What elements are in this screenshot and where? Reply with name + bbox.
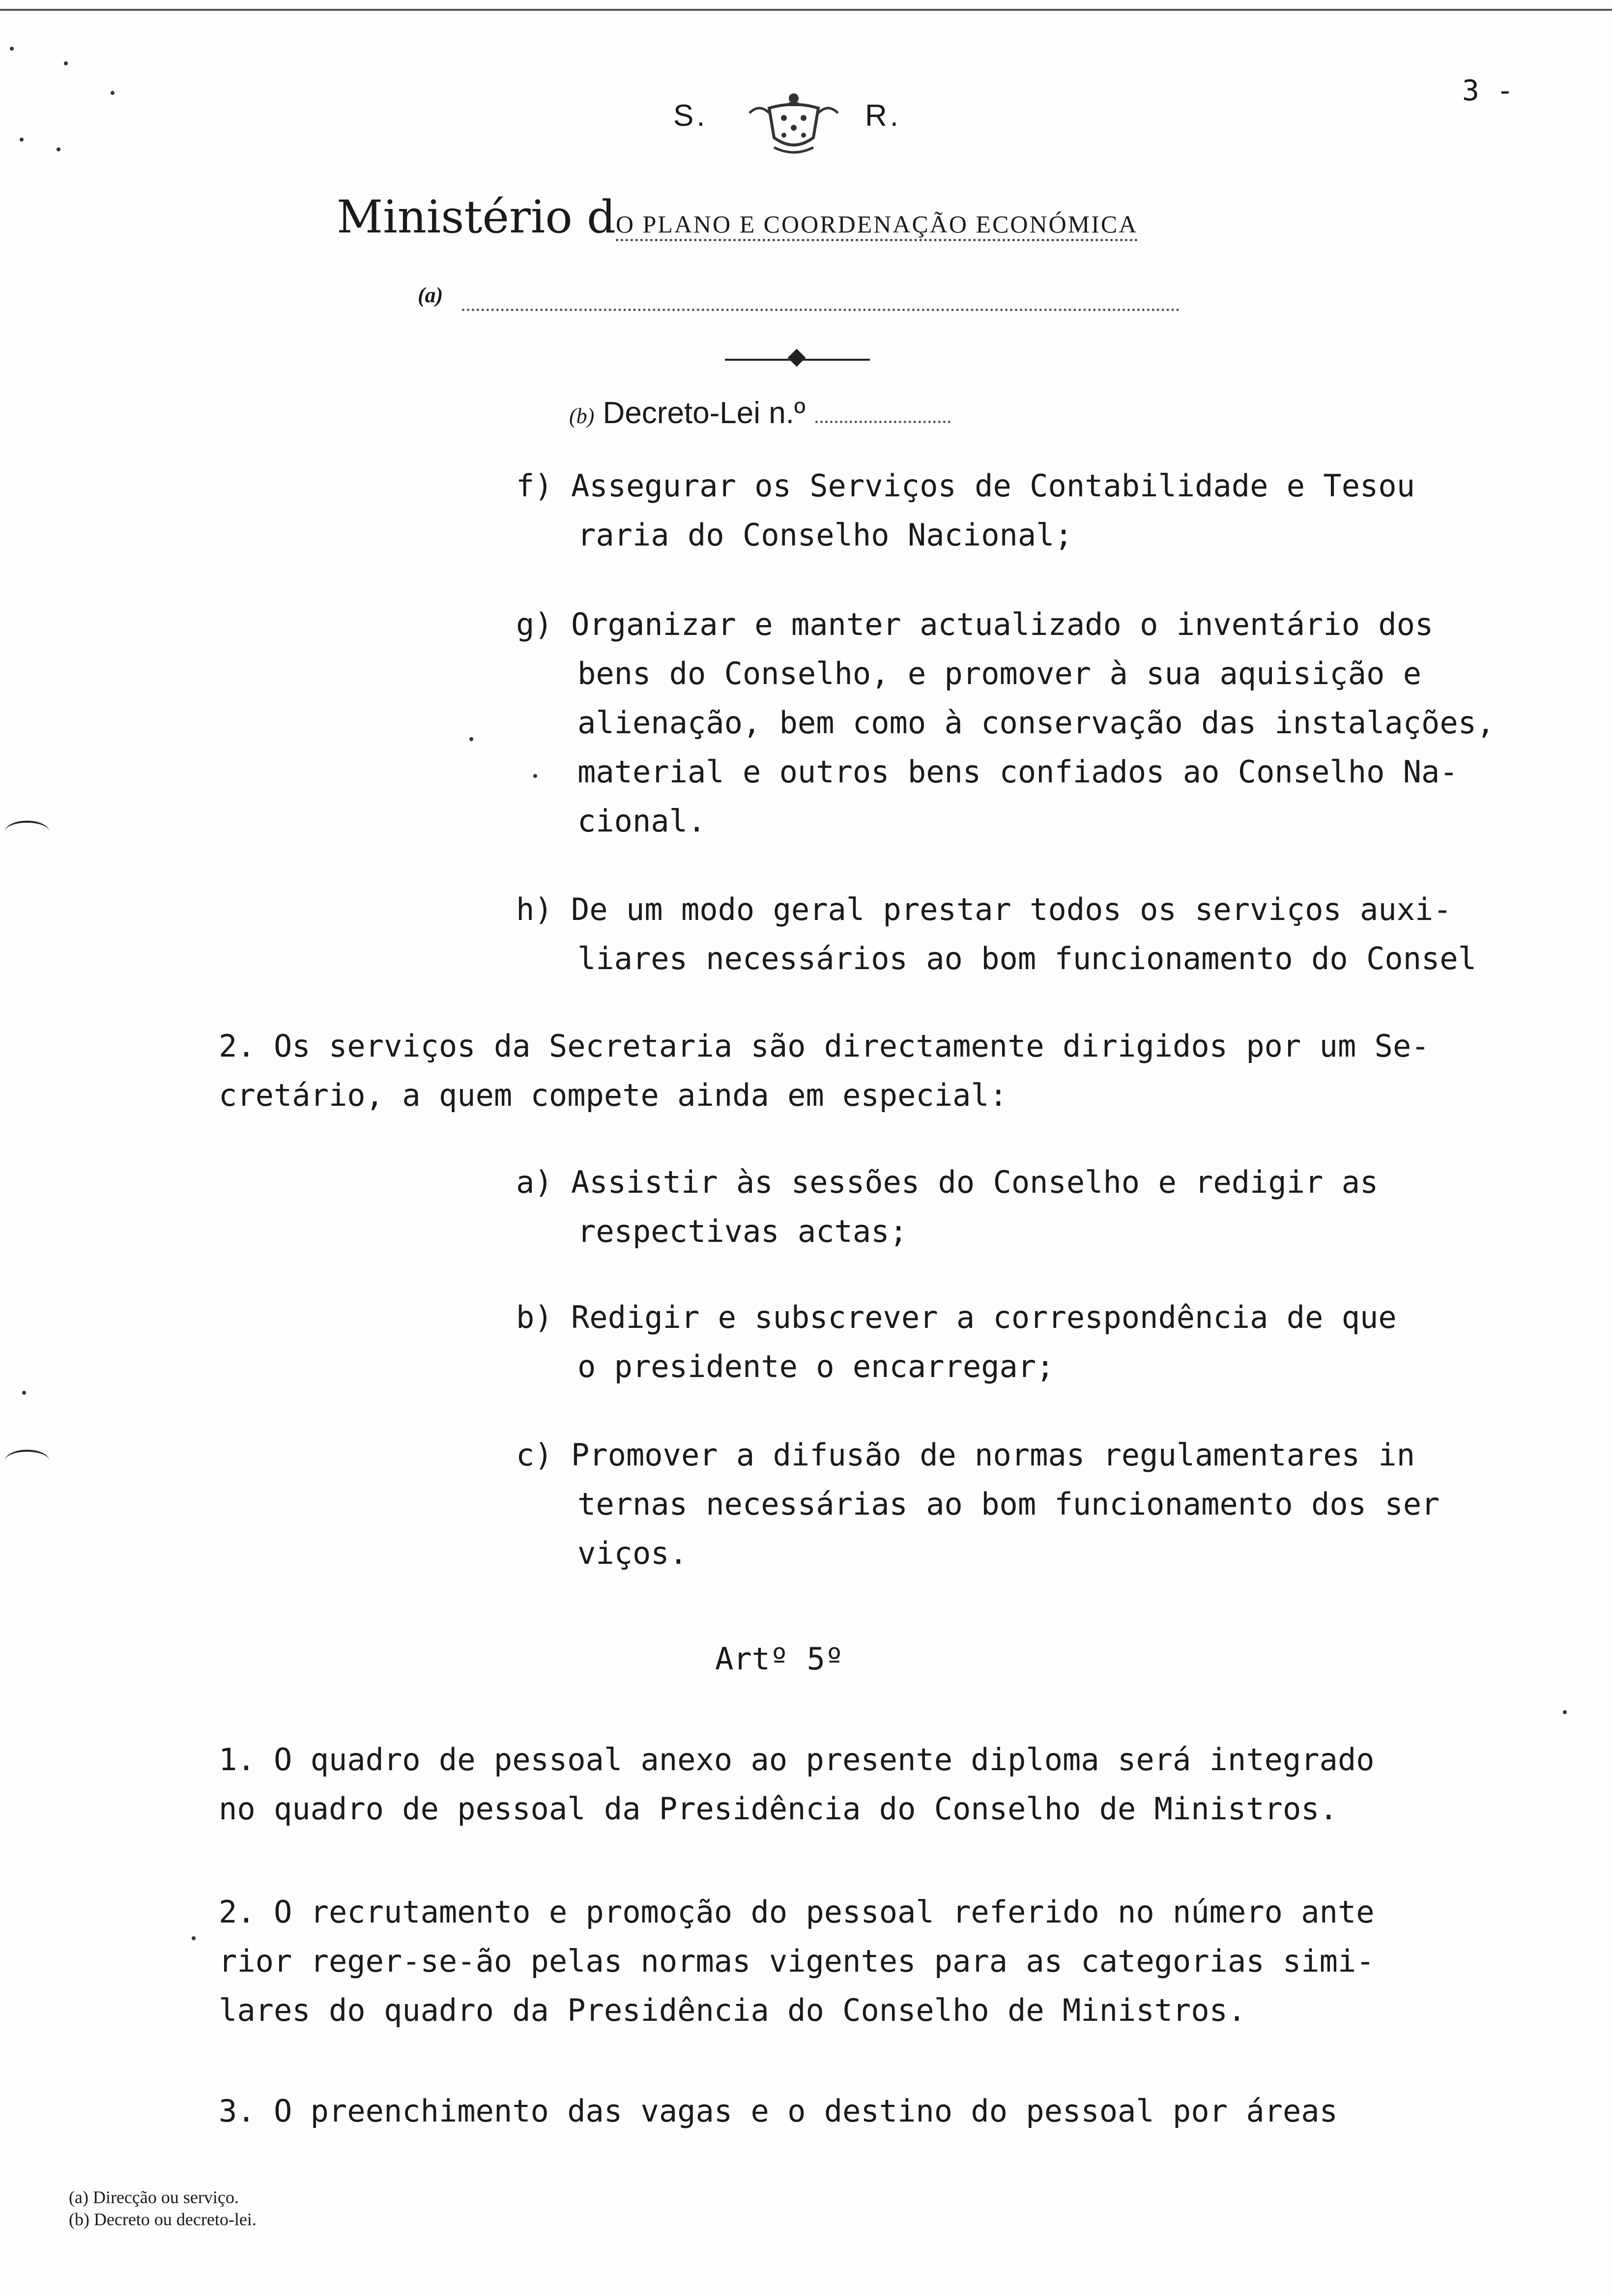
- text-line: raria do Conselho Nacional;: [577, 517, 1073, 553]
- field-a-blank: [462, 309, 1180, 311]
- scan-speck: [10, 47, 14, 51]
- scan-speck: [469, 737, 473, 741]
- top-rule: [0, 9, 1612, 11]
- page-number: 3 -: [1462, 74, 1514, 107]
- field-a-label: (a): [418, 283, 443, 307]
- text-line: liares necessários ao bom funcionamento do Consel: [577, 941, 1477, 976]
- edge-mark: [5, 821, 49, 842]
- decreto-line: [569, 396, 950, 430]
- text-line: cretário, a quem compete ainda em especial:: [219, 1077, 1008, 1113]
- scan-speck: [1563, 1710, 1567, 1714]
- text-line: viços.: [577, 1535, 688, 1571]
- text-line: rior reger-se-ão pelas normas vigentes para as categorias simi-: [219, 1943, 1375, 1979]
- text-line: a) Assistir às sessões do Conselho e redigir as: [516, 1164, 1379, 1200]
- text-line: ternas necessárias ao bom funcionamento dos ser: [577, 1486, 1440, 1522]
- text-line: g) Organizar e manter actualizado o inventário dos: [516, 606, 1434, 642]
- scan-speck: [192, 1936, 196, 1940]
- scan-speck: [22, 1391, 26, 1395]
- text-line: 2. O recrutamento e promoção do pessoal referido no número ante: [219, 1894, 1375, 1930]
- text-line: bens do Conselho, e promover à sua aquisição e: [577, 656, 1422, 691]
- ministry-heading: [337, 191, 1138, 243]
- scan-speck: [20, 138, 24, 142]
- text-line: material e outros bens confiados ao Conselho Na-: [577, 754, 1458, 790]
- text-line: f) Assegurar os Serviços de Contabilidade e Tesou: [516, 468, 1415, 504]
- text-line: no quadro de pessoal da Presidência do Conselho de Ministros.: [219, 1791, 1338, 1827]
- text-line: alienação, bem como à conservação das instalações,: [577, 705, 1495, 741]
- monogram-left: S.: [673, 99, 708, 133]
- text-line: c) Promover a difusão de normas regulamentares in: [516, 1437, 1415, 1473]
- text-line: b) Redigir e subscrever a correspondência de que: [516, 1299, 1397, 1335]
- text-line: respectivas actas;: [577, 1213, 908, 1249]
- scan-speck: [111, 91, 115, 95]
- text-line: h) De um modo geral prestar todos os serviços auxi-: [516, 891, 1452, 927]
- decreto-number-blank: [815, 421, 950, 423]
- text-line: cional.: [577, 803, 706, 839]
- decreto-label: Decreto-Lei n.º: [603, 396, 806, 430]
- text-line: 1. O quadro de pessoal anexo ao presente diploma será integrado: [219, 1742, 1375, 1778]
- coat-of-arms-emblem: [740, 84, 848, 157]
- article-heading: Artº 5º: [715, 1641, 844, 1677]
- text-line: 3. O preenchimento das vagas e o destino do pessoal por áreas: [219, 2093, 1338, 2129]
- text-line: 2. Os serviços da Secretaria são directamente dirigidos por um Se-: [219, 1028, 1430, 1064]
- text-line: o presidente o encarregar;: [577, 1349, 1055, 1384]
- edge-mark: [5, 1450, 49, 1471]
- ministry-prefix: Ministério d: [337, 191, 616, 243]
- ornament-diamond: [788, 349, 806, 367]
- ministry-name: O PLANO E COORDENAÇÃO ECONÓMICA: [616, 210, 1138, 241]
- field-b-label: (b): [569, 404, 595, 428]
- scan-speck: [533, 774, 537, 778]
- monogram-right: R.: [865, 99, 901, 133]
- footnote-b: (b) Decreto ou decreto-lei.: [69, 2210, 257, 2229]
- scan-speck: [64, 61, 68, 65]
- footnote-a: (a) Direcção ou serviço.: [69, 2187, 239, 2207]
- scan-speck: [57, 147, 60, 151]
- text-line: lares do quadro da Presidência do Conselho de Ministros.: [219, 1992, 1246, 2028]
